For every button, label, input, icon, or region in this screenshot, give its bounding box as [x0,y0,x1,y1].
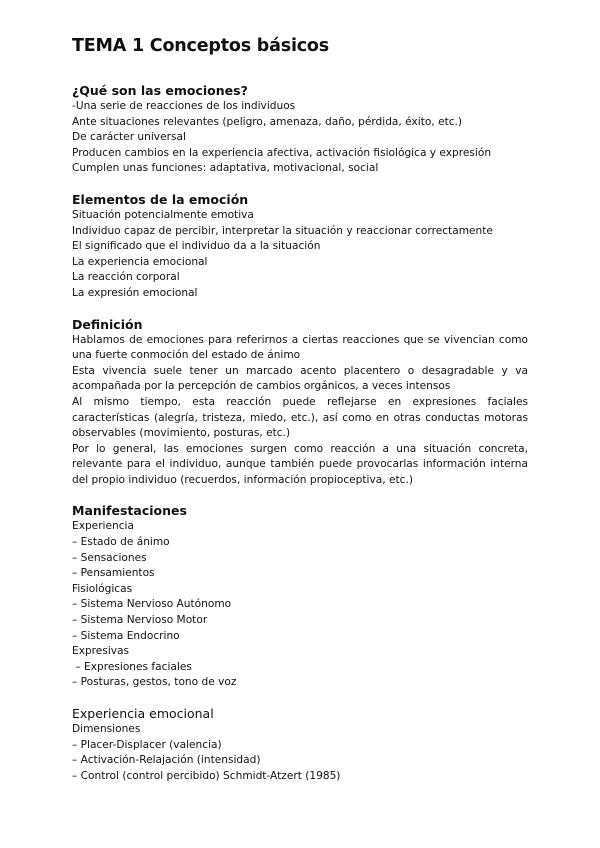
section-definicion [72,316,528,489]
text-line: La expresión emocional [72,286,198,299]
section-elementos [72,191,528,302]
list-item: – Activación-Relajación (intensidad) [72,754,261,767]
text-line: La experiencia emocional [72,255,208,268]
section-manifestaciones [72,502,528,691]
text-line: -Una serie de reacciones de los individuos [72,100,296,112]
section-heading: Elementos de la emoción [72,191,249,207]
text-line: Ante situaciones relevantes (peligro, amenaza, daño, pérdida, éxito, etc.) [72,115,463,128]
list-item: – Sistema Nervioso Motor [72,614,208,627]
section-que-son [72,82,528,177]
section-heading: Manifestaciones [72,503,187,519]
text-line: Individuo capaz de percibir, interpretar la situación y reaccionar correctamente [72,224,493,237]
section-heading: ¿Qué son las emociones? [72,83,248,98]
text-line: Situación potencialmente emotiva [72,208,254,221]
paragraph: Hablamos de emociones para referirnos a ciertas reacciones que se vivencian como una fuerte conmoción del estado de ánimo [72,333,528,362]
section-heading: Definición [72,316,143,332]
subsection-heading: Experiencia emocional [72,706,214,721]
document-page [72,36,528,798]
text-line: De carácter universal [72,131,186,144]
text-line: Cumplen unas funciones: adaptativa, motivacional, social [72,162,379,175]
list-item: – Posturas, gestos, tono de voz [72,676,237,689]
section-experiencia-emocional [72,705,528,784]
list-item: – Estado de ánimo [72,536,170,549]
list-item: – Sistema Nervioso Autónomo [72,598,232,611]
paragraph: Esta vivencia suele tener un marcado acento placentero o desagradable y va acompañada por la percepción de cambios orgánicos, a veces intensos [72,364,528,393]
paragraph: Al mismo tiempo, esta reacción puede reflejarse en expresiones faciales características (alegría, tristeza, miedo, etc.), así como en otras conductas motoras observables (movimiento, posturas, etc.) [72,395,528,440]
list-item: Dimensiones [72,723,141,735]
page-title: TEMA 1 Conceptos básicos [72,36,329,56]
paragraph: Por lo general, las emociones surgen como reacción a una situación concreta, relevante para el individuo, aunque también puede provocarlas información interna del propio individuo (recuerdos, información propioceptiva, etc.) [72,442,528,486]
list-item: Experiencia [72,520,134,533]
list-item: – Sistema Endocrino [72,629,180,642]
list-item: – Placer-Displacer (valencia) [72,738,222,751]
text-line: La reacción corporal [72,271,180,284]
list-item: Fisiológicas [72,582,133,595]
list-item: – Expresiones faciales [72,660,192,673]
list-item: Expresivas [72,645,130,658]
text-line: El significado que el individuo da a la situación [72,240,321,253]
list-item: – Pensamientos [72,567,155,580]
list-item: – Control (control percibido) Schmidt-Atzert (1985) [72,769,341,782]
text-line: Producen cambios en la experiencia afectiva, activación fisiológica y expresión [72,146,492,159]
list-item: – Sensaciones [72,551,147,564]
